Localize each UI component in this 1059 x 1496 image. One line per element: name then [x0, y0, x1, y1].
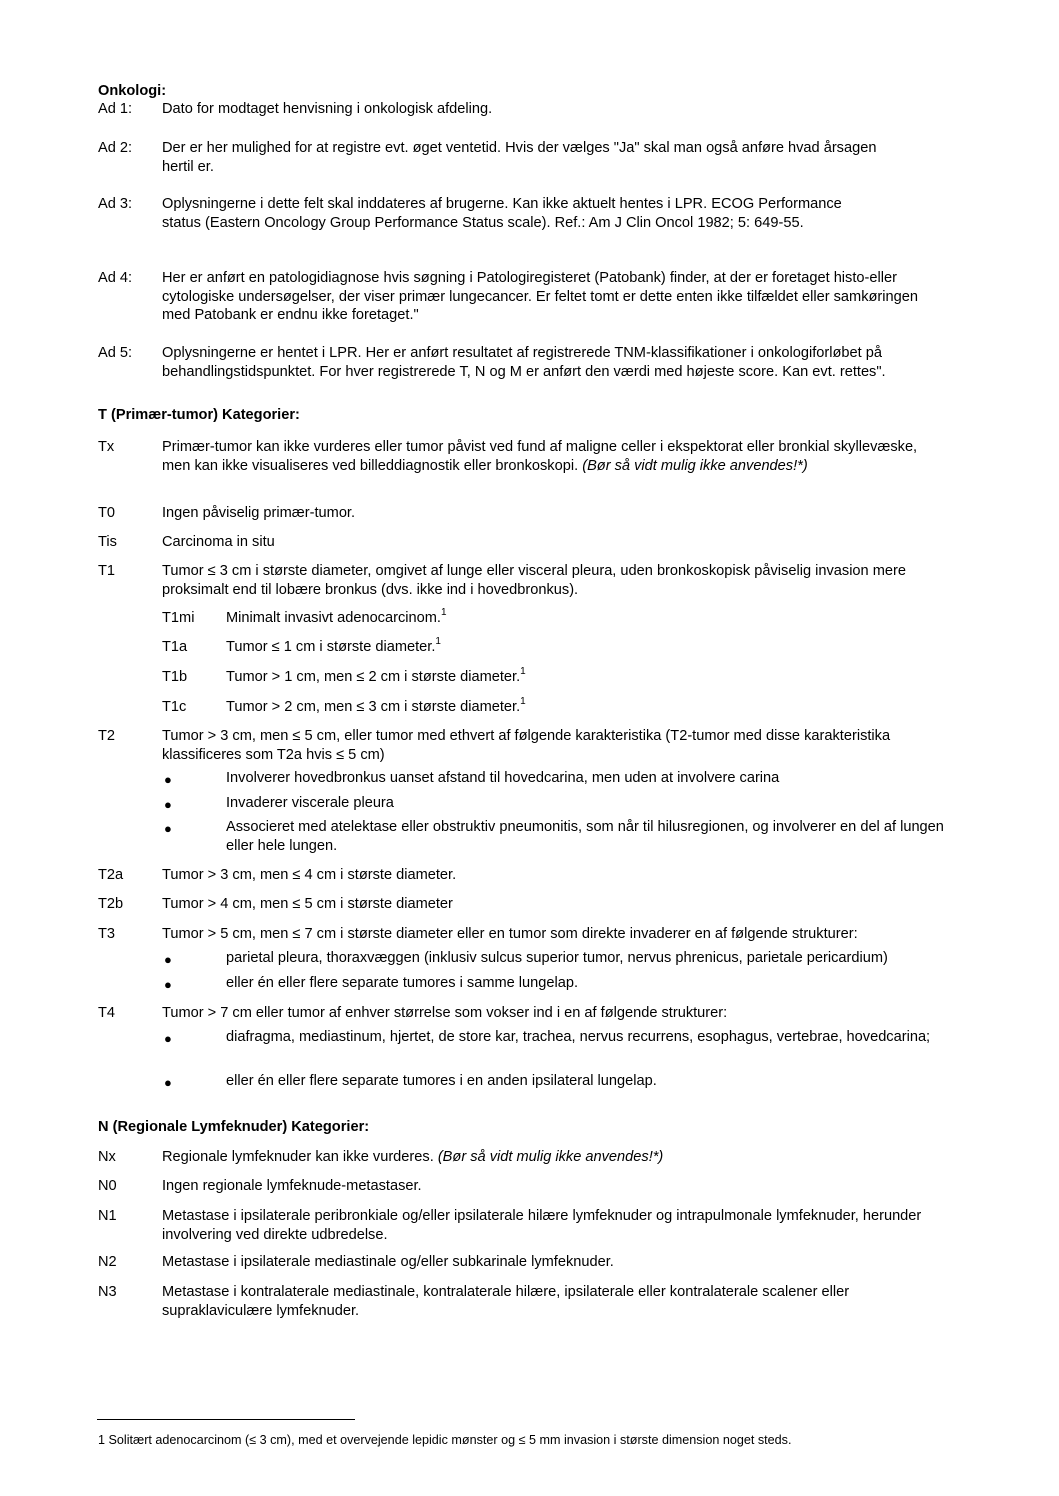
t1b-label: T1b [162, 669, 188, 685]
footnote-ref: 1 [440, 607, 447, 618]
tx-label: Tx [98, 439, 115, 455]
ad2-label: Ad 2: [98, 140, 133, 156]
bullet-icon: ● [164, 821, 172, 836]
tis-text: Carcinoma in situ [162, 534, 275, 550]
t2a-label: T2a [98, 867, 124, 883]
ad3-label: Ad 3: [98, 196, 133, 212]
n3-label: N3 [98, 1284, 117, 1300]
bullet-icon: ● [164, 1031, 172, 1046]
t0-label: T0 [98, 505, 116, 521]
t2-text: Tumor > 3 cm, men ≤ 5 cm, eller tumor med ethvert af følgende karakteristika (T2-tumor med disse karakteristika klassificeres som T2a hvis ≤ 5 cm) [162, 728, 891, 763]
t1b-text: Tumor > 1 cm, men ≤ 2 cm i største diameter.$^1$ [226, 666, 526, 685]
t2-label: T2 [98, 728, 116, 744]
n-section-heading: N (Regionale Lymfeknuder) Kategorier: [98, 1119, 370, 1135]
t2-bullet-1: Involverer hovedbronkus uanset afstand til hovedcarina, men uden at involvere carina [226, 770, 780, 786]
t1a-text: Tumor ≤ 1 cm i største diameter.$^1$ [226, 636, 441, 655]
n0-text: Ingen regionale lymfeknude-metastaser. [162, 1178, 422, 1194]
footnote: 1 Solitært adenocarcinom (≤ 3 cm), med et overvejende lepidic mønster og ≤ 5 mm invasion i største dimension noget steds. [98, 1433, 792, 1447]
t2b-label: T2b [98, 896, 124, 912]
footnote-divider [97, 1419, 355, 1420]
tis-label: Tis [98, 534, 117, 550]
footnote-ref: 1 [520, 666, 526, 677]
t4-text: Tumor > 7 cm eller tumor af enhver størrelse som vokser ind i en af følgende strukturer: [162, 1005, 728, 1021]
bullet-icon: ● [164, 977, 172, 992]
t1a-label: T1a [162, 639, 188, 655]
nx-label: Nx [98, 1149, 116, 1165]
ad1-text: Dato for modtaget henvisning i onkologisk afdeling. [162, 101, 493, 117]
t-section-heading: T (Primær-tumor) Kategorier: [98, 407, 300, 423]
bullet-icon: ● [164, 772, 172, 787]
bullet-icon: ● [164, 952, 172, 967]
t1mi-text: Minimalt invasivt adenocarcinom.$^1$ [226, 607, 447, 626]
bullet-icon: ● [164, 797, 172, 812]
t1c-text: Tumor > 2 cm, men ≤ 3 cm i største diameter.$^1$ [226, 696, 526, 715]
t2a-text: Tumor > 3 cm, men ≤ 4 cm i største diameter. [162, 867, 457, 883]
t4-bullet-2: eller én eller flere separate tumores i en anden ipsilateral lungelap. [226, 1073, 657, 1089]
t2-bullet-2: Invaderer viscerale pleura [226, 795, 394, 811]
bullet-icon: ● [164, 1075, 172, 1090]
t1c-label: T1c [162, 699, 187, 715]
t3-label: T3 [98, 926, 116, 942]
nx-note: (Bør så vidt mulig ikke anvendes!*) [437, 1149, 664, 1165]
ad2-text: Der er her mulighed for at registre evt. øget ventetid. Hvis der vælges "Ja" skal man også anføre hvad årsagen hertil er. [162, 140, 877, 175]
tx-note: (Bør så vidt mulig ikke anvendes!*) [582, 457, 808, 474]
t1-text: Tumor ≤ 3 cm i største diameter, omgivet af lunge eller visceral pleura, uden bronkoskopisk påviselig invasion mere proksimalt end til lobære bronkus (dvs. ikke ind i hovedbronkus). [162, 563, 906, 598]
n3-text: Metastase i kontralaterale mediastinale, kontralaterale hilære, ipsilaterale eller kontralaterale scalener eller supraklaviculære lymfeknuder. [162, 1284, 850, 1319]
footnote-ref: 1 [435, 636, 441, 647]
ad4-label: Ad 4: [98, 270, 133, 286]
t4-label: T4 [98, 1005, 116, 1021]
n2-label: N2 [98, 1254, 117, 1270]
tx-text: Primær-tumor kan ikke vurderes eller tumor påvist ved fund af maligne celler i ekspektorat eller bronkial skyllevæske, men kan ikke visualiseres ved billeddiagnostik eller bronkoskopi. (Bør så vidt mulig ikke anvendes!*) [162, 439, 918, 474]
nx-text: Regionale lymfeknuder kan ikke vurderes. (Bør så vidt mulig ikke anvendes!*) [162, 1149, 664, 1165]
ad3-text: Oplysningerne i dette felt skal inddateres af brugerne. Kan ikke aktuelt hentes i LPR. ECOG Performance status (Eastern Oncology Group Performance Status scale). Ref.: Am J Clin Oncol 1982; 5: 649-55. [162, 196, 842, 231]
t1-label: T1 [98, 563, 116, 579]
n1-label: N1 [98, 1208, 117, 1224]
t0-text: Ingen påviselig primær-tumor. [162, 505, 356, 521]
t3-bullet-2: eller én eller flere separate tumores i samme lungelap. [226, 975, 579, 991]
t2b-text: Tumor > 4 cm, men ≤ 5 cm i største diameter [162, 896, 453, 912]
n0-label: N0 [98, 1178, 117, 1194]
ad1-label: Ad 1: [98, 101, 133, 117]
n1-text: Metastase i ipsilaterale peribronkiale og/eller ipsilaterale hilære lymfeknuder og intrapulmonale lymfeknuder, herunder involvering ved direkte udbredelse. [162, 1208, 922, 1243]
t4-bullet-1: diafragma, mediastinum, hjertet, de store kar, trachea, nervus recurrens, esophagus, vertebrae, hovedcarina; [226, 1029, 931, 1045]
footnote-ref: 1 [520, 696, 526, 707]
onkologi-heading: Onkologi: [98, 83, 167, 99]
t3-text: Tumor > 5 cm, men ≤ 7 cm i største diameter eller en tumor som direkte invaderer en af følgende strukturer: [162, 926, 858, 942]
n2-text: Metastase i ipsilaterale mediastinale og/eller subkarinale lymfeknuder. [162, 1254, 614, 1270]
ad4-text: Her er anført en patologidiagnose hvis søgning i Patologiregisteret (Patobank) finder, at der er foretaget histo-eller cytologiske undersøgelser, der viser primær lungecancer. Er feltet tomt er dette enten ikke tilfældet eller samkøringen med Patobank er endnu ikke foretaget." [162, 270, 918, 324]
t2-bullet-3: Associeret med atelektase eller obstruktiv pneumonitis, som når til hilusregionen, og involverer en del af lungen eller hele lungen. [226, 819, 944, 854]
t3-bullet-1: parietal pleura, thoraxvæggen (inklusiv sulcus superior tumor, nervus phrenicus, parietale pericardium) [226, 950, 888, 966]
ad5-text: Oplysningerne er hentet i LPR. Her er anført resultatet af registrerede TNM-klassifikationer i onkologiforløbet på behandlingstidspunktet. For hver registrerede T, N og M er anført den værdi med højeste score. Kan evt. rettes". [162, 345, 886, 380]
t1mi-label: T1mi [162, 610, 195, 626]
ad5-label: Ad 5: [98, 345, 133, 361]
